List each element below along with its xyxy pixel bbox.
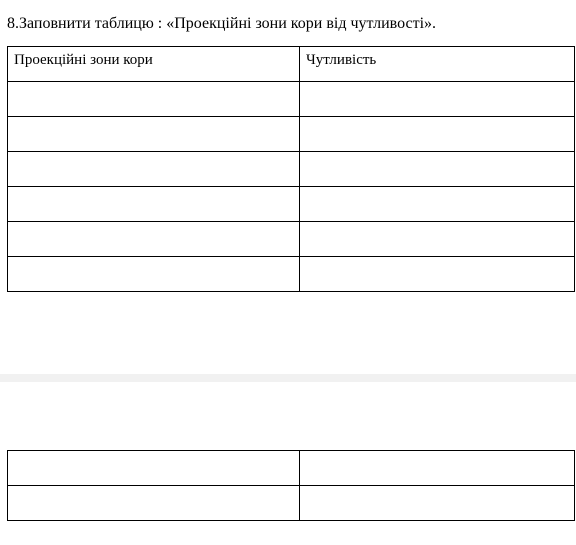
table-row — [8, 152, 575, 187]
cell-sensitivity[interactable] — [300, 222, 575, 257]
cell-sensitivity[interactable] — [300, 117, 575, 152]
table-row — [8, 187, 575, 222]
sensitivity-zones-table — [7, 46, 575, 292]
cell-zone[interactable] — [8, 82, 300, 117]
table-row — [8, 222, 575, 257]
page-separator — [0, 374, 576, 382]
sensitivity-zones-table-continued — [7, 450, 575, 521]
table-row — [8, 257, 575, 292]
cell-zone[interactable] — [8, 257, 300, 292]
table-row — [8, 117, 575, 152]
cell-sensitivity[interactable] — [300, 451, 575, 486]
cell-sensitivity[interactable] — [300, 187, 575, 222]
cell-zone[interactable] — [8, 187, 300, 222]
table-row — [8, 82, 575, 117]
header-cortex-zones: Проекційні зони кори — [8, 47, 300, 82]
cell-zone[interactable] — [8, 117, 300, 152]
task-title: 8.Заповнити таблицю : «Проекційні зони кори від чутливості». — [7, 15, 437, 32]
cell-zone[interactable] — [8, 222, 300, 257]
cell-sensitivity[interactable] — [300, 486, 575, 521]
table-row — [8, 451, 575, 486]
cell-zone[interactable] — [8, 152, 300, 187]
cell-zone[interactable] — [8, 451, 300, 486]
header-sensitivity: Чутливість — [300, 47, 575, 82]
table-row — [8, 486, 575, 521]
cell-zone[interactable] — [8, 486, 300, 521]
cell-sensitivity[interactable] — [300, 257, 575, 292]
table-header-row — [8, 47, 575, 82]
cell-sensitivity[interactable] — [300, 82, 575, 117]
cell-sensitivity[interactable] — [300, 152, 575, 187]
